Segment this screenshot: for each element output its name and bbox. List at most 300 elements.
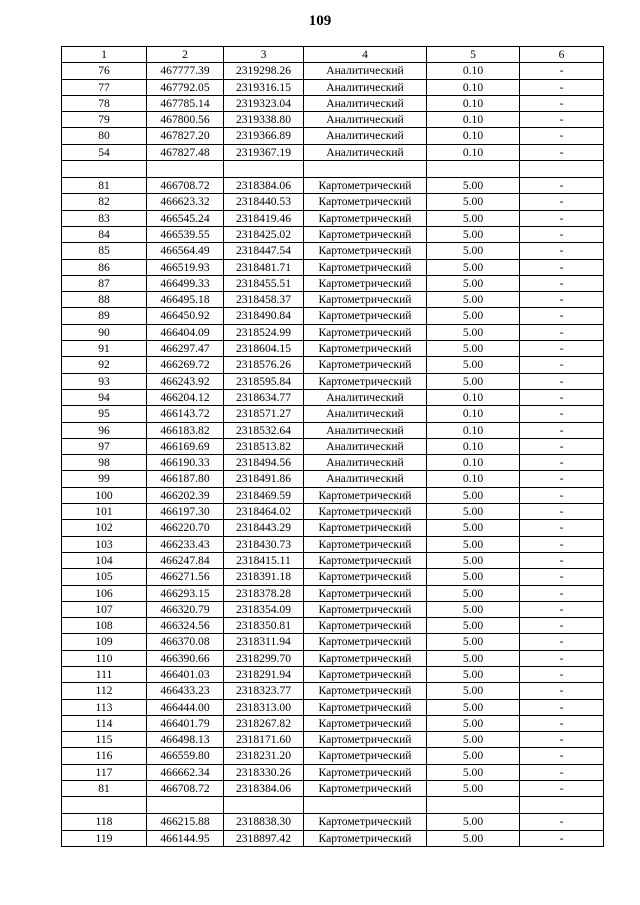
note-cell: - bbox=[520, 715, 604, 731]
y-coordinate-cell: 2318491.86 bbox=[224, 471, 304, 487]
column-header: 3 bbox=[224, 47, 304, 63]
note-cell: - bbox=[520, 438, 604, 454]
x-coordinate-cell: 466197.30 bbox=[147, 504, 224, 520]
point-number-cell: 97 bbox=[62, 438, 147, 454]
note-cell: - bbox=[520, 308, 604, 324]
note-cell: - bbox=[520, 243, 604, 259]
x-coordinate-cell: 466215.88 bbox=[147, 814, 224, 830]
y-coordinate-cell bbox=[224, 797, 304, 814]
x-coordinate-cell: 466559.80 bbox=[147, 748, 224, 764]
point-number-cell: 95 bbox=[62, 406, 147, 422]
point-number-cell: 81 bbox=[62, 178, 147, 194]
note-cell: - bbox=[520, 504, 604, 520]
accuracy-cell: 5.00 bbox=[427, 178, 520, 194]
table-row bbox=[62, 552, 604, 568]
method-cell: Картометрический bbox=[304, 308, 427, 324]
y-coordinate-cell: 2318634.77 bbox=[224, 389, 304, 405]
accuracy-cell: 5.00 bbox=[427, 552, 520, 568]
method-cell: Картометрический bbox=[304, 357, 427, 373]
method-cell: Картометрический bbox=[304, 830, 427, 846]
note-cell: - bbox=[520, 95, 604, 111]
note-cell: - bbox=[520, 699, 604, 715]
x-coordinate-cell bbox=[147, 161, 224, 178]
table-row bbox=[62, 422, 604, 438]
y-coordinate-cell: 2318330.26 bbox=[224, 764, 304, 780]
point-number-cell bbox=[62, 161, 147, 178]
method-cell: Картометрический bbox=[304, 487, 427, 503]
note-cell: - bbox=[520, 275, 604, 291]
accuracy-cell: 5.00 bbox=[427, 243, 520, 259]
method-cell: Картометрический bbox=[304, 814, 427, 830]
accuracy-cell: 5.00 bbox=[427, 308, 520, 324]
method-cell: Аналитический bbox=[304, 95, 427, 111]
method-cell: Картометрический bbox=[304, 226, 427, 242]
method-cell: Картометрический bbox=[304, 569, 427, 585]
x-coordinate-cell: 466564.49 bbox=[147, 243, 224, 259]
note-cell: - bbox=[520, 324, 604, 340]
table-row bbox=[62, 144, 604, 160]
table-row bbox=[62, 683, 604, 699]
x-coordinate-cell: 466404.09 bbox=[147, 324, 224, 340]
table-row bbox=[62, 585, 604, 601]
accuracy-cell: 5.00 bbox=[427, 699, 520, 715]
table-row bbox=[62, 618, 604, 634]
y-coordinate-cell: 2318354.09 bbox=[224, 601, 304, 617]
accuracy-cell: 5.00 bbox=[427, 764, 520, 780]
accuracy-cell: 5.00 bbox=[427, 650, 520, 666]
y-coordinate-cell: 2319316.15 bbox=[224, 79, 304, 95]
x-coordinate-cell: 466293.15 bbox=[147, 585, 224, 601]
y-coordinate-cell: 2318430.73 bbox=[224, 536, 304, 552]
column-header: 1 bbox=[62, 47, 147, 63]
y-coordinate-cell: 2318350.81 bbox=[224, 618, 304, 634]
point-number-cell: 54 bbox=[62, 144, 147, 160]
y-coordinate-cell: 2319323.04 bbox=[224, 95, 304, 111]
y-coordinate-cell: 2318311.94 bbox=[224, 634, 304, 650]
x-coordinate-cell: 466169.69 bbox=[147, 438, 224, 454]
point-number-cell: 113 bbox=[62, 699, 147, 715]
y-coordinate-cell: 2318231.20 bbox=[224, 748, 304, 764]
point-number-cell bbox=[62, 797, 147, 814]
accuracy-cell: 5.00 bbox=[427, 194, 520, 210]
accuracy-cell: 5.00 bbox=[427, 259, 520, 275]
y-coordinate-cell: 2318425.02 bbox=[224, 226, 304, 242]
x-coordinate-cell: 466401.03 bbox=[147, 666, 224, 682]
y-coordinate-cell: 2318267.82 bbox=[224, 715, 304, 731]
note-cell: - bbox=[520, 128, 604, 144]
table-row bbox=[62, 797, 604, 814]
table-row bbox=[62, 715, 604, 731]
note-cell: - bbox=[520, 830, 604, 846]
coordinates-table bbox=[61, 46, 604, 847]
table-row bbox=[62, 764, 604, 780]
point-number-cell: 98 bbox=[62, 455, 147, 471]
x-coordinate-cell: 466297.47 bbox=[147, 341, 224, 357]
point-number-cell: 104 bbox=[62, 552, 147, 568]
accuracy-cell: 5.00 bbox=[427, 487, 520, 503]
y-coordinate-cell: 2318299.70 bbox=[224, 650, 304, 666]
table-row bbox=[62, 406, 604, 422]
table-row bbox=[62, 634, 604, 650]
method-cell: Картометрический bbox=[304, 324, 427, 340]
method-cell: Аналитический bbox=[304, 406, 427, 422]
note-cell: - bbox=[520, 814, 604, 830]
table-row bbox=[62, 438, 604, 454]
table-row bbox=[62, 79, 604, 95]
x-coordinate-cell: 466204.12 bbox=[147, 389, 224, 405]
method-cell bbox=[304, 161, 427, 178]
note-cell: - bbox=[520, 487, 604, 503]
y-coordinate-cell: 2318481.71 bbox=[224, 259, 304, 275]
table-row bbox=[62, 161, 604, 178]
x-coordinate-cell: 466271.56 bbox=[147, 569, 224, 585]
point-number-cell: 87 bbox=[62, 275, 147, 291]
point-number-cell: 86 bbox=[62, 259, 147, 275]
point-number-cell: 106 bbox=[62, 585, 147, 601]
table-row bbox=[62, 194, 604, 210]
point-number-cell: 82 bbox=[62, 194, 147, 210]
x-coordinate-cell: 466401.79 bbox=[147, 715, 224, 731]
note-cell: - bbox=[520, 63, 604, 79]
method-cell: Картометрический bbox=[304, 732, 427, 748]
x-coordinate-cell: 466708.72 bbox=[147, 178, 224, 194]
accuracy-cell: 0.10 bbox=[427, 79, 520, 95]
table-row bbox=[62, 520, 604, 536]
table-row bbox=[62, 830, 604, 846]
note-cell: - bbox=[520, 406, 604, 422]
y-coordinate-cell: 2318576.26 bbox=[224, 357, 304, 373]
table-row bbox=[62, 455, 604, 471]
x-coordinate-cell: 466243.92 bbox=[147, 373, 224, 389]
y-coordinate-cell: 2319338.80 bbox=[224, 112, 304, 128]
method-cell: Аналитический bbox=[304, 144, 427, 160]
x-coordinate-cell: 466190.33 bbox=[147, 455, 224, 471]
method-cell: Картометрический bbox=[304, 666, 427, 682]
table-row bbox=[62, 226, 604, 242]
y-coordinate-cell: 2319366.89 bbox=[224, 128, 304, 144]
y-coordinate-cell: 2318464.02 bbox=[224, 504, 304, 520]
method-cell: Аналитический bbox=[304, 128, 427, 144]
note-cell: - bbox=[520, 144, 604, 160]
accuracy-cell: 5.00 bbox=[427, 569, 520, 585]
method-cell: Картометрический bbox=[304, 210, 427, 226]
accuracy-cell: 0.10 bbox=[427, 95, 520, 111]
method-cell: Картометрический bbox=[304, 764, 427, 780]
method-cell: Картометрический bbox=[304, 715, 427, 731]
method-cell: Аналитический bbox=[304, 112, 427, 128]
y-coordinate-cell: 2318391.18 bbox=[224, 569, 304, 585]
note-cell bbox=[520, 161, 604, 178]
x-coordinate-cell: 466623.32 bbox=[147, 194, 224, 210]
table-row bbox=[62, 601, 604, 617]
note-cell: - bbox=[520, 666, 604, 682]
column-header: 6 bbox=[520, 47, 604, 63]
accuracy-cell: 5.00 bbox=[427, 520, 520, 536]
method-cell: Картометрический bbox=[304, 520, 427, 536]
method-cell: Картометрический bbox=[304, 504, 427, 520]
x-coordinate-cell: 466202.39 bbox=[147, 487, 224, 503]
point-number-cell: 85 bbox=[62, 243, 147, 259]
accuracy-cell: 5.00 bbox=[427, 210, 520, 226]
point-number-cell: 92 bbox=[62, 357, 147, 373]
accuracy-cell: 5.00 bbox=[427, 666, 520, 682]
table-row bbox=[62, 259, 604, 275]
table-row bbox=[62, 536, 604, 552]
x-coordinate-cell: 467827.20 bbox=[147, 128, 224, 144]
y-coordinate-cell bbox=[224, 161, 304, 178]
y-coordinate-cell: 2318384.06 bbox=[224, 781, 304, 797]
method-cell: Аналитический bbox=[304, 63, 427, 79]
note-cell: - bbox=[520, 210, 604, 226]
table-row bbox=[62, 324, 604, 340]
note-cell: - bbox=[520, 650, 604, 666]
accuracy-cell: 0.10 bbox=[427, 128, 520, 144]
y-coordinate-cell: 2318458.37 bbox=[224, 292, 304, 308]
y-coordinate-cell: 2318443.29 bbox=[224, 520, 304, 536]
method-cell: Картометрический bbox=[304, 585, 427, 601]
x-coordinate-cell: 466708.72 bbox=[147, 781, 224, 797]
x-coordinate-cell: 466444.00 bbox=[147, 699, 224, 715]
note-cell: - bbox=[520, 259, 604, 275]
y-coordinate-cell: 2318604.15 bbox=[224, 341, 304, 357]
method-cell: Аналитический bbox=[304, 471, 427, 487]
y-coordinate-cell: 2318440.53 bbox=[224, 194, 304, 210]
accuracy-cell: 0.10 bbox=[427, 406, 520, 422]
note-cell: - bbox=[520, 520, 604, 536]
accuracy-cell: 5.00 bbox=[427, 814, 520, 830]
accuracy-cell: 5.00 bbox=[427, 634, 520, 650]
point-number-cell: 99 bbox=[62, 471, 147, 487]
note-cell: - bbox=[520, 422, 604, 438]
note-cell: - bbox=[520, 194, 604, 210]
accuracy-cell: 5.00 bbox=[427, 536, 520, 552]
x-coordinate-cell: 466539.55 bbox=[147, 226, 224, 242]
x-coordinate-cell: 467800.56 bbox=[147, 112, 224, 128]
method-cell: Картометрический bbox=[304, 178, 427, 194]
table-row bbox=[62, 748, 604, 764]
note-cell: - bbox=[520, 178, 604, 194]
point-number-cell: 84 bbox=[62, 226, 147, 242]
y-coordinate-cell: 2318490.84 bbox=[224, 308, 304, 324]
note-cell: - bbox=[520, 552, 604, 568]
accuracy-cell: 5.00 bbox=[427, 732, 520, 748]
point-number-cell: 105 bbox=[62, 569, 147, 585]
point-number-cell: 81 bbox=[62, 781, 147, 797]
x-coordinate-cell: 467777.39 bbox=[147, 63, 224, 79]
y-coordinate-cell: 2318595.84 bbox=[224, 373, 304, 389]
y-coordinate-cell: 2318378.28 bbox=[224, 585, 304, 601]
method-cell: Аналитический bbox=[304, 389, 427, 405]
note-cell: - bbox=[520, 471, 604, 487]
x-coordinate-cell: 466390.66 bbox=[147, 650, 224, 666]
x-coordinate-cell: 467827.48 bbox=[147, 144, 224, 160]
table-row bbox=[62, 471, 604, 487]
x-coordinate-cell: 466220.70 bbox=[147, 520, 224, 536]
accuracy-cell bbox=[427, 797, 520, 814]
accuracy-cell: 0.10 bbox=[427, 438, 520, 454]
note-cell: - bbox=[520, 748, 604, 764]
table-row bbox=[62, 243, 604, 259]
accuracy-cell: 5.00 bbox=[427, 748, 520, 764]
point-number-cell: 118 bbox=[62, 814, 147, 830]
note-cell: - bbox=[520, 634, 604, 650]
x-coordinate-cell: 466233.43 bbox=[147, 536, 224, 552]
point-number-cell: 116 bbox=[62, 748, 147, 764]
point-number-cell: 102 bbox=[62, 520, 147, 536]
x-coordinate-cell: 466269.72 bbox=[147, 357, 224, 373]
accuracy-cell: 5.00 bbox=[427, 373, 520, 389]
accuracy-cell: 5.00 bbox=[427, 292, 520, 308]
x-coordinate-cell: 466320.79 bbox=[147, 601, 224, 617]
table-row bbox=[62, 275, 604, 291]
accuracy-cell: 5.00 bbox=[427, 781, 520, 797]
y-coordinate-cell: 2318419.46 bbox=[224, 210, 304, 226]
point-number-cell: 119 bbox=[62, 830, 147, 846]
point-number-cell: 89 bbox=[62, 308, 147, 324]
y-coordinate-cell: 2319367.19 bbox=[224, 144, 304, 160]
point-number-cell: 101 bbox=[62, 504, 147, 520]
note-cell: - bbox=[520, 357, 604, 373]
note-cell: - bbox=[520, 764, 604, 780]
table-row bbox=[62, 487, 604, 503]
x-coordinate-cell: 466187.80 bbox=[147, 471, 224, 487]
point-number-cell: 110 bbox=[62, 650, 147, 666]
accuracy-cell: 5.00 bbox=[427, 830, 520, 846]
y-coordinate-cell: 2318455.51 bbox=[224, 275, 304, 291]
method-cell: Картометрический bbox=[304, 259, 427, 275]
accuracy-cell: 5.00 bbox=[427, 601, 520, 617]
table-row bbox=[62, 699, 604, 715]
point-number-cell: 114 bbox=[62, 715, 147, 731]
table-row bbox=[62, 650, 604, 666]
y-coordinate-cell: 2318524.99 bbox=[224, 324, 304, 340]
accuracy-cell: 5.00 bbox=[427, 226, 520, 242]
table-row bbox=[62, 210, 604, 226]
y-coordinate-cell: 2318171.60 bbox=[224, 732, 304, 748]
x-coordinate-cell: 466183.82 bbox=[147, 422, 224, 438]
method-cell: Картометрический bbox=[304, 781, 427, 797]
column-header: 4 bbox=[304, 47, 427, 63]
note-cell: - bbox=[520, 569, 604, 585]
x-coordinate-cell: 466247.84 bbox=[147, 552, 224, 568]
y-coordinate-cell: 2318415.11 bbox=[224, 552, 304, 568]
note-cell bbox=[520, 797, 604, 814]
accuracy-cell: 5.00 bbox=[427, 683, 520, 699]
table-row bbox=[62, 569, 604, 585]
method-cell: Картометрический bbox=[304, 683, 427, 699]
accuracy-cell: 5.00 bbox=[427, 275, 520, 291]
x-coordinate-cell: 466545.24 bbox=[147, 210, 224, 226]
method-cell: Картометрический bbox=[304, 275, 427, 291]
point-number-cell: 78 bbox=[62, 95, 147, 111]
point-number-cell: 115 bbox=[62, 732, 147, 748]
point-number-cell: 91 bbox=[62, 341, 147, 357]
note-cell: - bbox=[520, 79, 604, 95]
point-number-cell: 96 bbox=[62, 422, 147, 438]
method-cell bbox=[304, 797, 427, 814]
note-cell: - bbox=[520, 732, 604, 748]
point-number-cell: 76 bbox=[62, 63, 147, 79]
method-cell: Аналитический bbox=[304, 79, 427, 95]
note-cell: - bbox=[520, 373, 604, 389]
method-cell: Картометрический bbox=[304, 748, 427, 764]
note-cell: - bbox=[520, 226, 604, 242]
column-header: 5 bbox=[427, 47, 520, 63]
note-cell: - bbox=[520, 389, 604, 405]
point-number-cell: 108 bbox=[62, 618, 147, 634]
table-body bbox=[62, 63, 604, 847]
y-coordinate-cell: 2318838.30 bbox=[224, 814, 304, 830]
table-row bbox=[62, 732, 604, 748]
point-number-cell: 77 bbox=[62, 79, 147, 95]
accuracy-cell: 5.00 bbox=[427, 618, 520, 634]
y-coordinate-cell: 2318469.59 bbox=[224, 487, 304, 503]
y-coordinate-cell: 2318291.94 bbox=[224, 666, 304, 682]
accuracy-cell: 0.10 bbox=[427, 471, 520, 487]
table-row bbox=[62, 63, 604, 79]
table-row bbox=[62, 292, 604, 308]
method-cell: Картометрический bbox=[304, 341, 427, 357]
method-cell: Картометрический bbox=[304, 601, 427, 617]
method-cell: Картометрический bbox=[304, 194, 427, 210]
y-coordinate-cell: 2318447.54 bbox=[224, 243, 304, 259]
table-row bbox=[62, 95, 604, 111]
accuracy-cell: 5.00 bbox=[427, 585, 520, 601]
note-cell: - bbox=[520, 683, 604, 699]
table-row bbox=[62, 357, 604, 373]
method-cell: Картометрический bbox=[304, 634, 427, 650]
method-cell: Картометрический bbox=[304, 292, 427, 308]
note-cell: - bbox=[520, 536, 604, 552]
method-cell: Картометрический bbox=[304, 618, 427, 634]
y-coordinate-cell: 2318494.56 bbox=[224, 455, 304, 471]
accuracy-cell: 0.10 bbox=[427, 63, 520, 79]
accuracy-cell: 0.10 bbox=[427, 144, 520, 160]
point-number-cell: 93 bbox=[62, 373, 147, 389]
note-cell: - bbox=[520, 341, 604, 357]
x-coordinate-cell: 466433.23 bbox=[147, 683, 224, 699]
y-coordinate-cell: 2319298.26 bbox=[224, 63, 304, 79]
x-coordinate-cell: 466144.95 bbox=[147, 830, 224, 846]
table-row bbox=[62, 341, 604, 357]
y-coordinate-cell: 2318532.64 bbox=[224, 422, 304, 438]
page-number: 109 bbox=[308, 13, 332, 29]
point-number-cell: 90 bbox=[62, 324, 147, 340]
table-row bbox=[62, 373, 604, 389]
method-cell: Картометрический bbox=[304, 536, 427, 552]
point-number-cell: 103 bbox=[62, 536, 147, 552]
method-cell: Картометрический bbox=[304, 650, 427, 666]
note-cell: - bbox=[520, 112, 604, 128]
method-cell: Картометрический bbox=[304, 373, 427, 389]
accuracy-cell: 5.00 bbox=[427, 715, 520, 731]
x-coordinate-cell: 467785.14 bbox=[147, 95, 224, 111]
table-row bbox=[62, 128, 604, 144]
y-coordinate-cell: 2318323.77 bbox=[224, 683, 304, 699]
x-coordinate-cell bbox=[147, 797, 224, 814]
x-coordinate-cell: 466370.08 bbox=[147, 634, 224, 650]
point-number-cell: 79 bbox=[62, 112, 147, 128]
note-cell: - bbox=[520, 585, 604, 601]
note-cell: - bbox=[520, 292, 604, 308]
point-number-cell: 117 bbox=[62, 764, 147, 780]
y-coordinate-cell: 2318384.06 bbox=[224, 178, 304, 194]
column-header: 2 bbox=[147, 47, 224, 63]
table-row bbox=[62, 389, 604, 405]
table-row bbox=[62, 814, 604, 830]
x-coordinate-cell: 466450.92 bbox=[147, 308, 224, 324]
table-header-row bbox=[62, 47, 604, 63]
